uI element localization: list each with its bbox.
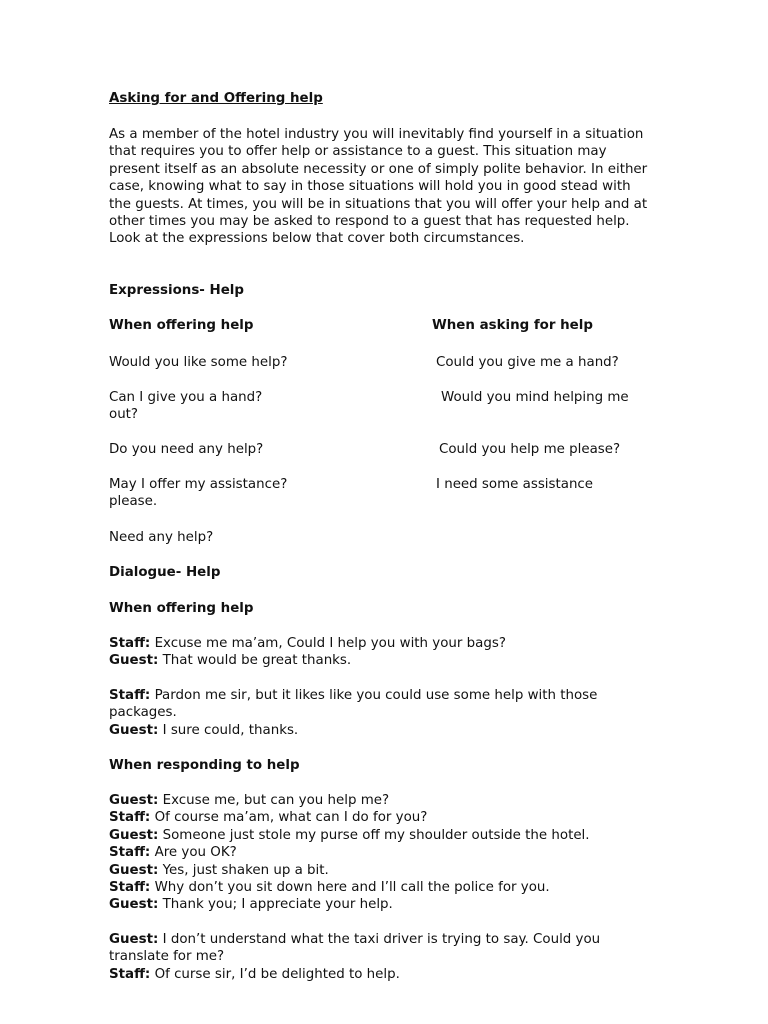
dialogue-heading: Dialogue- Help: [109, 565, 221, 580]
dialogue-line: [109, 687, 654, 722]
dialogue-text: Why don’t you sit down here and I’ll call the police for you.: [154, 880, 550, 896]
dialogue-line: [109, 792, 654, 809]
speaker-label: Staff:: [109, 688, 151, 703]
speaker-label: Guest:: [109, 827, 159, 843]
intro-paragraph: As a member of the hotel industry you will inevitably find yourself in a situation that requires you to offer help or assistance to a guest. This situation may present itself as an absolute necessity or one of simply polite behavior. In either case, knowing what to say in those situations will hold you in good stead with the guests. At times, you will be in situations that you will offer your help and at other times you may be asked to respond to a guest that has requested help. Look at the expressions below that cover both circumstances.: [109, 127, 648, 247]
dialogue-text: That would be great thanks.: [162, 653, 352, 669]
dialogue-line: [109, 966, 654, 983]
dialogue-line: [109, 844, 654, 861]
page-title: Asking for and Offering help: [109, 91, 323, 106]
speaker-label: Guest:: [109, 722, 159, 738]
dialogue-text: Someone just stole my purse off my shoulder outside the hotel.: [162, 827, 590, 843]
speaker-label: Guest:: [109, 932, 159, 947]
dialogue-line: [109, 809, 654, 826]
dialogue-block: [109, 687, 654, 739]
offering-expression: Can I give you a hand?: [109, 390, 263, 405]
dialogue-text: Excuse me, but can you help me?: [162, 793, 390, 808]
dialogue-text: Of course ma’am, what can I do for you?: [154, 810, 428, 826]
dialogue-text: I don’t understand what the taxi driver is trying to say. Could you translate for me?: [109, 932, 601, 965]
asking-expression: I need some assistance: [436, 477, 594, 492]
dialogue-block: [109, 635, 654, 670]
speaker-label: Staff:: [109, 966, 151, 982]
dialogue-line: [109, 931, 654, 966]
dialogue-line: [109, 722, 654, 739]
dialogue-text: I sure could, thanks.: [162, 722, 299, 738]
speaker-label: Staff:: [109, 845, 151, 861]
offering-expression: Do you need any help?: [109, 442, 264, 457]
dialogue-line: [109, 635, 654, 652]
asking-expression: Could you help me please?: [439, 442, 621, 457]
asking-expression: Could you give me a hand?: [436, 355, 619, 370]
dialogue-line: [109, 879, 654, 896]
offering-column-heading: When offering help: [109, 318, 254, 333]
dialogue-line: [109, 896, 654, 913]
speaker-label: Guest:: [109, 897, 159, 913]
asking-expression-wrap: out?: [109, 407, 139, 422]
dialogue-line: [109, 827, 654, 844]
dialogue-text: Pardon me sir, but it likes like you could use some help with those packages.: [109, 688, 598, 721]
offering-expression: Would you like some help?: [109, 355, 288, 370]
speaker-label: Staff:: [109, 636, 151, 651]
dialogue-block: [109, 792, 654, 914]
dialogue-line: [109, 652, 654, 669]
asking-column-heading: When asking for help: [432, 318, 593, 333]
dialogue-offering-heading: When offering help: [109, 601, 254, 616]
speaker-label: Guest:: [109, 793, 159, 808]
dialogue-responding-heading: When responding to help: [109, 758, 300, 773]
speaker-label: Guest:: [109, 862, 159, 878]
dialogue-line: [109, 862, 654, 879]
dialogue-text: Of curse sir, I’d be delighted to help.: [154, 966, 400, 982]
speaker-label: Guest:: [109, 653, 159, 669]
dialogue-text: Thank you; I appreciate your help.: [162, 897, 393, 913]
offering-expression: Need any help?: [109, 530, 214, 545]
offering-expression: May I offer my assistance?: [109, 477, 288, 492]
asking-expression: Would you mind helping me: [441, 390, 629, 405]
asking-expression-wrap: please.: [109, 494, 158, 509]
speaker-label: Staff:: [109, 810, 151, 826]
dialogue-text: Are you OK?: [154, 845, 237, 861]
dialogue-text: Excuse me ma’am, Could I help you with your bags?: [154, 636, 506, 651]
dialogue-block: [109, 931, 654, 983]
expressions-heading: Expressions- Help: [109, 283, 244, 298]
dialogue-text: Yes, just shaken up a bit.: [162, 862, 329, 878]
speaker-label: Staff:: [109, 880, 151, 896]
